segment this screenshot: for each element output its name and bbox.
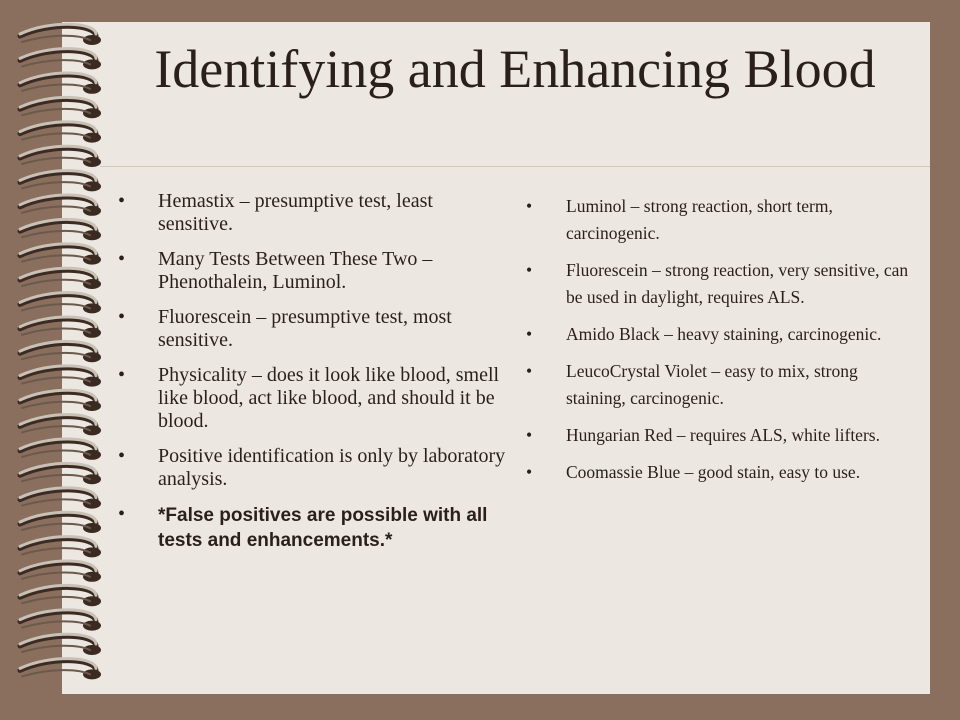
bullet-icon: • — [526, 324, 533, 344]
right-item-text: Hungarian Red – requires ALS, white lifters. — [566, 425, 880, 445]
binding-ring-icon — [20, 49, 101, 70]
binding-ring-icon — [20, 219, 101, 240]
binding-ring-icon — [20, 195, 101, 216]
bullet-icon: • — [118, 503, 126, 525]
left-bullet-list — [118, 190, 508, 565]
false-positive-note: *False positives are possible with all tests and enhancements.* — [158, 505, 488, 551]
binding-ring-icon — [20, 634, 101, 655]
right-list-item — [526, 193, 916, 247]
right-item-text: Amido Black – heavy staining, carcinogenic. — [566, 324, 882, 344]
binding-ring-icon — [20, 390, 101, 411]
binding-ring-icon — [20, 73, 101, 94]
right-bullet-list — [526, 193, 916, 496]
bullet-icon: • — [118, 364, 126, 386]
left-list-item — [118, 190, 508, 236]
right-item-text: Fluorescein – strong reaction, very sensitive, can be used in daylight, requires ALS. — [566, 260, 909, 307]
right-item-text: Coomassie Blue – good stain, easy to use. — [566, 462, 861, 482]
left-list-item — [118, 364, 508, 433]
right-list-item — [526, 422, 916, 449]
right-item-text: LeucoCrystal Violet – easy to mix, strong staining, carcinogenic. — [566, 361, 858, 408]
bullet-icon: • — [526, 425, 533, 445]
binding-ring-icon — [20, 268, 101, 289]
title-divider — [100, 166, 930, 167]
right-list-item — [526, 459, 916, 486]
binding-ring-icon — [20, 146, 101, 167]
left-item-text: Physicality – does it look like blood, smell like blood, act like blood, and should it be blood. — [158, 364, 500, 432]
binding-ring-icon — [20, 341, 101, 362]
binding-ring-icon — [20, 659, 101, 680]
left-list-item — [118, 503, 508, 553]
binding-ring-icon — [20, 317, 101, 338]
binding-ring-icon — [20, 366, 101, 387]
right-list-item — [526, 257, 916, 311]
binding-ring-icon — [20, 585, 101, 606]
slide-title: Identifying and Enhancing Blood — [154, 39, 876, 99]
left-item-text: Many Tests Between These Two – Phenothalein, Luminol. — [158, 248, 433, 293]
binding-ring-icon — [20, 415, 101, 436]
bullet-icon: • — [526, 462, 533, 482]
binding-ring-icon — [20, 171, 101, 192]
right-item-text: Luminol – strong reaction, short term, carcinogenic. — [566, 196, 833, 243]
left-list-item — [118, 445, 508, 491]
bullet-icon: • — [526, 196, 533, 216]
right-list-item — [526, 358, 916, 412]
binding-ring-icon — [20, 24, 101, 45]
binding-ring-icon — [20, 439, 101, 460]
binding-ring-icon — [20, 561, 101, 582]
binding-ring-icon — [20, 610, 101, 631]
bullet-icon: • — [526, 260, 533, 280]
left-list-item — [118, 248, 508, 294]
bullet-icon: • — [118, 248, 126, 270]
binding-ring-icon — [20, 97, 101, 118]
bullet-icon: • — [526, 361, 533, 381]
binding-ring-icon — [20, 512, 101, 533]
left-item-text: Positive identification is only by laboratory analysis. — [158, 445, 506, 490]
binding-ring-icon — [20, 463, 101, 484]
binding-ring-icon — [20, 293, 101, 314]
binding-ring-icon — [20, 537, 101, 558]
left-list-item — [118, 306, 508, 352]
right-list-item — [526, 321, 916, 348]
bullet-icon: • — [118, 190, 126, 212]
spiral-binding — [0, 0, 120, 720]
left-item-text: Hemastix – presumptive test, least sensitive. — [158, 190, 433, 235]
bullet-icon: • — [118, 445, 126, 467]
bullet-icon: • — [118, 306, 126, 328]
binding-ring-icon — [20, 488, 101, 509]
binding-ring-icon — [20, 244, 101, 265]
binding-ring-icon — [20, 122, 101, 143]
left-item-text: Fluorescein – presumptive test, most sensitive. — [158, 306, 452, 351]
